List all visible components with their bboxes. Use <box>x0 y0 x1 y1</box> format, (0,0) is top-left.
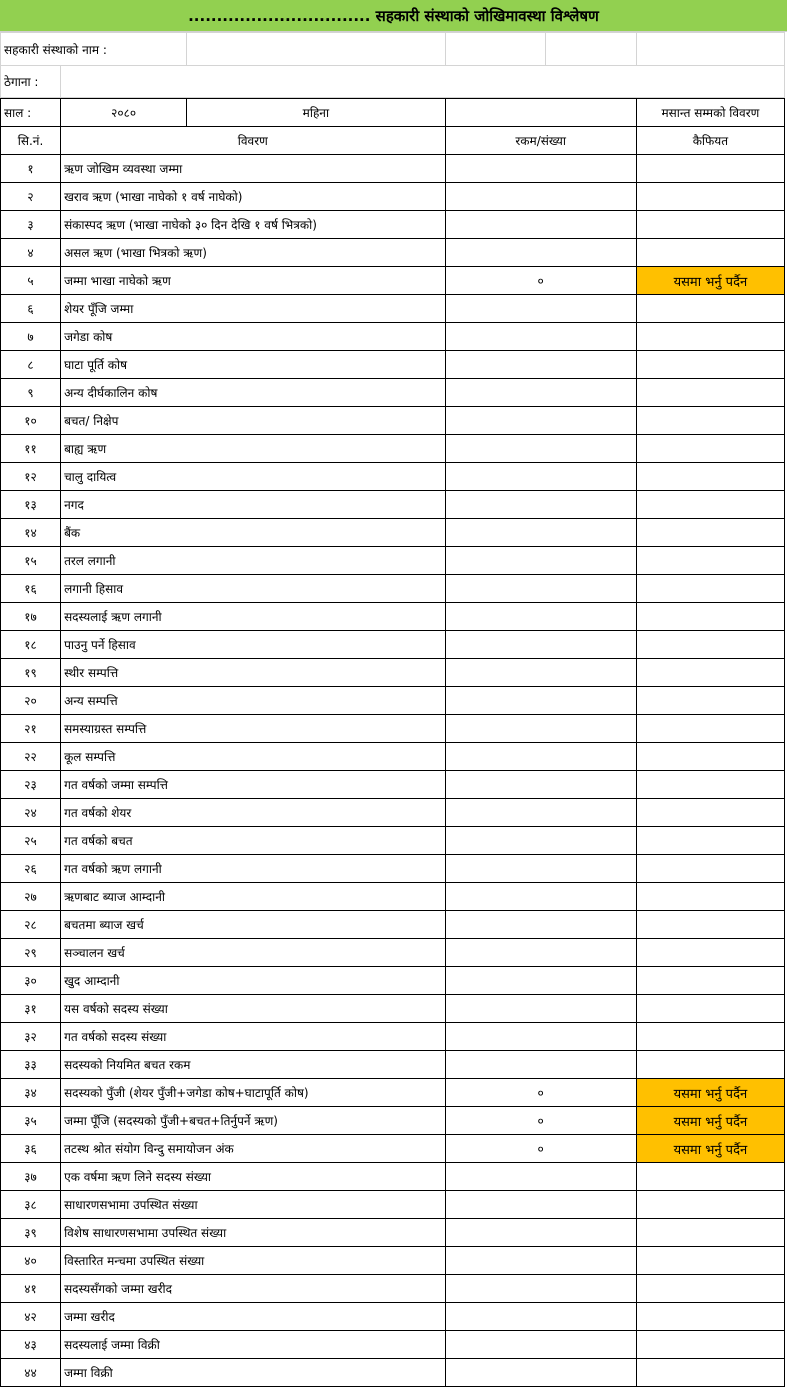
table-row <box>1 295 785 323</box>
row-remarks[interactable] <box>636 211 784 239</box>
table-row <box>1 631 785 659</box>
row-desc: यस वर्षको सदस्य संख्या <box>61 995 445 1023</box>
row-remarks[interactable] <box>636 827 784 855</box>
row-remarks[interactable] <box>636 939 784 967</box>
row-amount[interactable] <box>445 715 636 743</box>
row-desc: जम्मा पूँजि (सदस्यको पुँजी+बचत+तिर्नुपर्ने ऋण) <box>61 1107 445 1135</box>
table-row <box>1 1331 785 1359</box>
row-sn: ३ <box>1 211 61 239</box>
row-sn: २० <box>1 687 61 715</box>
row-desc: साधारणसभामा उपस्थित संख्या <box>61 1191 445 1219</box>
org-name-cell[interactable] <box>187 33 445 66</box>
row-amount[interactable] <box>445 1331 636 1359</box>
row-sn: ९ <box>1 379 61 407</box>
row-amount[interactable] <box>445 463 636 491</box>
row-sn: १३ <box>1 491 61 519</box>
sheet-title: ................................ सहकारी संस्थाको जोखिमावस्था विश्लेषण <box>0 0 787 32</box>
row-desc: गत वर्षको ऋण लगानी <box>61 855 445 883</box>
row-sn: २६ <box>1 855 61 883</box>
row-remarks[interactable] <box>636 631 784 659</box>
row-remarks[interactable] <box>636 1191 784 1219</box>
row-sn: २९ <box>1 939 61 967</box>
row-sn: ३९ <box>1 1219 61 1247</box>
table-row <box>1 1023 785 1051</box>
row-sn: १६ <box>1 575 61 603</box>
row-desc: ऋणबाट ब्याज आम्दानी <box>61 883 445 911</box>
row-amount[interactable] <box>445 603 636 631</box>
row-remarks[interactable] <box>636 491 784 519</box>
month-value[interactable] <box>445 99 636 127</box>
row-amount[interactable] <box>445 1359 636 1387</box>
row-remarks[interactable] <box>636 771 784 799</box>
org-name-cell-2[interactable] <box>445 33 545 66</box>
row-desc: समस्याग्रस्त सम्पत्ति <box>61 715 445 743</box>
row-amount[interactable] <box>445 435 636 463</box>
row-remarks[interactable] <box>636 659 784 687</box>
table-row <box>1 1247 785 1275</box>
row-amount[interactable] <box>445 1191 636 1219</box>
row-desc: तटस्थ श्रोत संयोग विन्दु समायोजन अंक <box>61 1135 445 1163</box>
row-sn: ६ <box>1 295 61 323</box>
row-desc: सदस्यलाई जम्मा विक्री <box>61 1331 445 1359</box>
table-row <box>1 1359 785 1387</box>
row-amount[interactable] <box>445 295 636 323</box>
table-row <box>1 1191 785 1219</box>
row-remarks[interactable] <box>636 463 784 491</box>
row-amount[interactable] <box>445 491 636 519</box>
row-desc: चालु दायित्व <box>61 463 445 491</box>
row-remarks[interactable] <box>636 155 784 183</box>
row-sn: ३२ <box>1 1023 61 1051</box>
row-sn: ४४ <box>1 1359 61 1387</box>
row-desc: गत वर्षको शेयर <box>61 799 445 827</box>
row-desc: जम्मा भाखा नाघेको ऋण <box>61 267 445 295</box>
row-desc: एक वर्षमा ऋण लिने सदस्य संख्या <box>61 1163 445 1191</box>
row-remarks[interactable] <box>636 323 784 351</box>
row-remarks[interactable] <box>636 967 784 995</box>
table-row <box>1 183 785 211</box>
row-desc: स्थीर सम्पत्ति <box>61 659 445 687</box>
row-remarks[interactable] <box>636 1051 784 1079</box>
row-sn: ७ <box>1 323 61 351</box>
row-sn: २ <box>1 183 61 211</box>
row-desc: शेयर पूँजि जम्मा <box>61 295 445 323</box>
table-row <box>1 435 785 463</box>
table-row <box>1 659 785 687</box>
row-amount[interactable] <box>445 1219 636 1247</box>
row-sn: ५ <box>1 267 61 295</box>
table-row <box>1 575 785 603</box>
row-sn: २१ <box>1 715 61 743</box>
row-sn: १ <box>1 155 61 183</box>
row-remarks[interactable] <box>636 715 784 743</box>
row-amount[interactable] <box>445 631 636 659</box>
row-amount[interactable] <box>445 547 636 575</box>
row-remarks[interactable] <box>636 1359 784 1387</box>
row-sn: १८ <box>1 631 61 659</box>
row-sn: १७ <box>1 603 61 631</box>
table-row <box>1 687 785 715</box>
row-amount[interactable] <box>445 911 636 939</box>
row-desc: अन्य सम्पत्ति <box>61 687 445 715</box>
row-sn: ११ <box>1 435 61 463</box>
table-row <box>1 463 785 491</box>
header-desc: विवरण <box>61 127 445 155</box>
row-amount[interactable] <box>445 351 636 379</box>
row-remarks[interactable]: यसमा भर्नु पर्दैन <box>636 267 784 295</box>
row-desc: बैंक <box>61 519 445 547</box>
info-table <box>0 32 785 98</box>
row-amount[interactable] <box>445 743 636 771</box>
table-row <box>1 855 785 883</box>
table-row <box>1 323 785 351</box>
row-amount[interactable] <box>445 1023 636 1051</box>
row-desc: बचत/ निक्षेप <box>61 407 445 435</box>
row-desc: गत वर्षको बचत <box>61 827 445 855</box>
table-row <box>1 1219 785 1247</box>
row-sn: ३० <box>1 967 61 995</box>
row-remarks[interactable] <box>636 407 784 435</box>
address-label: ठेगाना : <box>1 66 61 98</box>
row-remarks[interactable] <box>636 379 784 407</box>
row-desc: संकास्पद ऋण (भाखा नाघेको ३० दिन देखि १ वर्ष भित्रको) <box>61 211 445 239</box>
row-sn: १२ <box>1 463 61 491</box>
row-sn: ४० <box>1 1247 61 1275</box>
data-rows <box>1 155 785 1387</box>
row-sn: २७ <box>1 883 61 911</box>
row-remarks[interactable] <box>636 995 784 1023</box>
row-desc: सदस्यको पुँजी (शेयर पुँजी+जगेडा कोष+घाटापूर्ति कोष) <box>61 1079 445 1107</box>
month-label: महिना <box>187 99 445 127</box>
row-amount[interactable] <box>445 995 636 1023</box>
row-amount[interactable] <box>445 939 636 967</box>
row-sn: २४ <box>1 799 61 827</box>
row-amount[interactable]: ० <box>445 1079 636 1107</box>
table-row <box>1 1051 785 1079</box>
table-row <box>1 1107 785 1135</box>
row-amount[interactable] <box>445 1163 636 1191</box>
address-cell[interactable] <box>61 66 785 98</box>
row-desc: कूल सम्पत्ति <box>61 743 445 771</box>
table-row <box>1 351 785 379</box>
row-sn: ३१ <box>1 995 61 1023</box>
row-remarks[interactable]: यसमा भर्नु पर्दैन <box>636 1079 784 1107</box>
table-row <box>1 603 785 631</box>
row-amount[interactable] <box>445 1051 636 1079</box>
analysis-table <box>0 98 785 1387</box>
row-sn: ३४ <box>1 1079 61 1107</box>
row-remarks[interactable] <box>636 883 784 911</box>
row-amount[interactable] <box>445 883 636 911</box>
row-sn: ३७ <box>1 1163 61 1191</box>
row-desc: जम्मा विक्री <box>61 1359 445 1387</box>
row-amount[interactable] <box>445 855 636 883</box>
row-desc: पाउनु पर्ने हिसाव <box>61 631 445 659</box>
row-amount[interactable] <box>445 519 636 547</box>
row-desc: खुद आम्दानी <box>61 967 445 995</box>
table-row <box>1 995 785 1023</box>
row-sn: ४१ <box>1 1275 61 1303</box>
row-desc: असल ऋण (भाखा भित्रको ऋण) <box>61 239 445 267</box>
row-amount[interactable] <box>445 183 636 211</box>
table-row <box>1 1303 785 1331</box>
row-amount[interactable]: ० <box>445 1135 636 1163</box>
row-amount[interactable] <box>445 771 636 799</box>
org-name-label: सहकारी संस्थाको नाम : <box>1 33 187 66</box>
row-sn: ३६ <box>1 1135 61 1163</box>
row-desc: तरल लगानी <box>61 547 445 575</box>
table-row <box>1 491 785 519</box>
row-sn: ४३ <box>1 1331 61 1359</box>
row-remarks[interactable] <box>636 1247 784 1275</box>
row-remarks[interactable] <box>636 799 784 827</box>
row-remarks[interactable]: यसमा भर्नु पर्दैन <box>636 1135 784 1163</box>
row-remarks[interactable] <box>636 575 784 603</box>
header-row <box>1 127 785 155</box>
row-amount[interactable] <box>445 323 636 351</box>
row-amount[interactable]: ० <box>445 1107 636 1135</box>
row-amount[interactable] <box>445 1275 636 1303</box>
table-row <box>1 799 785 827</box>
header-remarks: कैफियत <box>636 127 784 155</box>
table-row <box>1 939 785 967</box>
row-desc: सदस्यको नियमित बचत रकम <box>61 1051 445 1079</box>
row-desc: गत वर्षको सदस्य संख्या <box>61 1023 445 1051</box>
table-row <box>1 547 785 575</box>
table-row <box>1 407 785 435</box>
row-desc: जगेडा कोष <box>61 323 445 351</box>
header-sn: सि.नं. <box>1 127 61 155</box>
row-desc: ऋण जोखिम व्यवस्था जम्मा <box>61 155 445 183</box>
row-desc: खराव ऋण (भाखा नाघेको १ वर्ष नाघेको) <box>61 183 445 211</box>
row-desc: गत वर्षको जम्मा सम्पत्ति <box>61 771 445 799</box>
table-row <box>1 211 785 239</box>
row-sn: ४२ <box>1 1303 61 1331</box>
row-sn: ८ <box>1 351 61 379</box>
row-desc: विशेष साधारणसभामा उपस्थित संख्या <box>61 1219 445 1247</box>
org-name-cell-4[interactable] <box>636 33 784 66</box>
table-row <box>1 1135 785 1163</box>
row-amount[interactable] <box>445 967 636 995</box>
row-sn: १० <box>1 407 61 435</box>
row-amount[interactable] <box>445 239 636 267</box>
table-row <box>1 883 785 911</box>
row-desc: सदस्यलाई ऋण लगानी <box>61 603 445 631</box>
row-remarks[interactable] <box>636 1275 784 1303</box>
row-amount[interactable] <box>445 687 636 715</box>
row-amount[interactable]: ० <box>445 267 636 295</box>
row-remarks[interactable] <box>636 183 784 211</box>
row-remarks[interactable] <box>636 911 784 939</box>
table-row <box>1 911 785 939</box>
status-label: मसान्त सम्मको विवरण <box>636 99 784 127</box>
row-sn: २२ <box>1 743 61 771</box>
row-sn: २५ <box>1 827 61 855</box>
row-amount[interactable] <box>445 659 636 687</box>
row-amount[interactable] <box>445 155 636 183</box>
row-amount[interactable] <box>445 407 636 435</box>
row-remarks[interactable] <box>636 435 784 463</box>
row-amount[interactable] <box>445 575 636 603</box>
table-row <box>1 239 785 267</box>
row-remarks[interactable] <box>636 295 784 323</box>
row-sn: २८ <box>1 911 61 939</box>
table-row <box>1 1079 785 1107</box>
year-label: साल : <box>1 99 61 127</box>
table-row <box>1 1275 785 1303</box>
table-row <box>1 715 785 743</box>
row-remarks[interactable] <box>636 855 784 883</box>
row-sn: ४ <box>1 239 61 267</box>
row-sn: १५ <box>1 547 61 575</box>
row-amount[interactable] <box>445 827 636 855</box>
row-sn: ३८ <box>1 1191 61 1219</box>
row-sn: ३५ <box>1 1107 61 1135</box>
table-row <box>1 519 785 547</box>
row-desc: नगद <box>61 491 445 519</box>
row-remarks[interactable] <box>636 1303 784 1331</box>
table-row <box>1 771 785 799</box>
row-amount[interactable] <box>445 211 636 239</box>
table-row <box>1 1163 785 1191</box>
row-amount[interactable] <box>445 1303 636 1331</box>
table-row <box>1 827 785 855</box>
table-row <box>1 967 785 995</box>
row-remarks[interactable] <box>636 547 784 575</box>
row-remarks[interactable] <box>636 1331 784 1359</box>
row-desc: घाटा पूर्ति कोष <box>61 351 445 379</box>
org-name-cell-3[interactable] <box>545 33 636 66</box>
year-value[interactable]: २०८० <box>61 99 187 127</box>
row-amount[interactable] <box>445 379 636 407</box>
row-desc: बाह्य ऋण <box>61 435 445 463</box>
row-remarks[interactable] <box>636 239 784 267</box>
row-desc: सञ्चालन खर्च <box>61 939 445 967</box>
row-desc: अन्य दीर्घकालिन कोष <box>61 379 445 407</box>
table-row <box>1 155 785 183</box>
row-sn: २३ <box>1 771 61 799</box>
row-desc: लगानी हिसाव <box>61 575 445 603</box>
row-desc: सदस्यसँगको जम्मा खरीद <box>61 1275 445 1303</box>
row-remarks[interactable] <box>636 687 784 715</box>
row-desc: विस्तारित मन्चमा उपस्थित संख्या <box>61 1247 445 1275</box>
row-remarks[interactable] <box>636 743 784 771</box>
row-sn: ३३ <box>1 1051 61 1079</box>
row-remarks[interactable] <box>636 603 784 631</box>
row-sn: १९ <box>1 659 61 687</box>
row-remarks[interactable] <box>636 1219 784 1247</box>
row-remarks[interactable] <box>636 1163 784 1191</box>
row-remarks[interactable] <box>636 519 784 547</box>
table-row <box>1 379 785 407</box>
table-row <box>1 267 785 295</box>
row-remarks[interactable] <box>636 351 784 379</box>
row-amount[interactable] <box>445 1247 636 1275</box>
table-row <box>1 743 785 771</box>
header-amount: रकम/संख्या <box>445 127 636 155</box>
row-remarks[interactable] <box>636 1023 784 1051</box>
row-sn: १४ <box>1 519 61 547</box>
row-desc: जम्मा खरीद <box>61 1303 445 1331</box>
row-remarks[interactable]: यसमा भर्नु पर्दैन <box>636 1107 784 1135</box>
period-row <box>1 99 785 127</box>
row-desc: बचतमा ब्याज खर्च <box>61 911 445 939</box>
row-amount[interactable] <box>445 799 636 827</box>
